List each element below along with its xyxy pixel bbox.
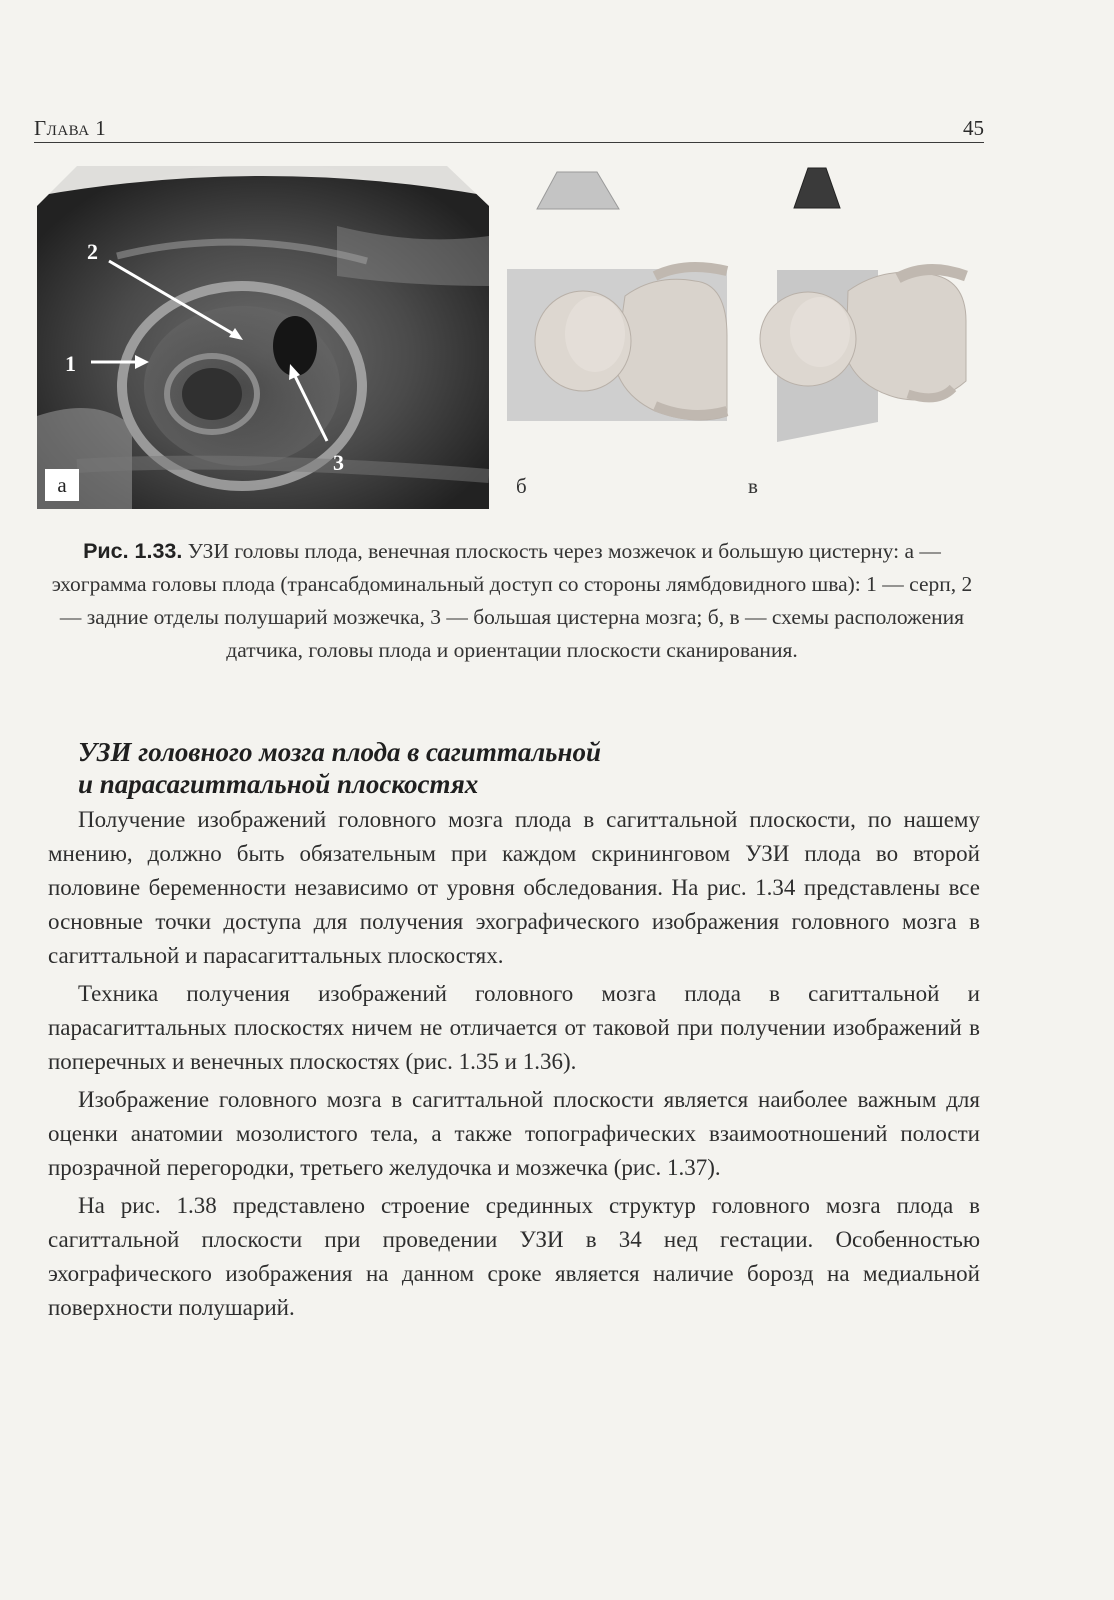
running-header	[34, 112, 984, 143]
probe-b	[537, 172, 619, 209]
schema-b	[505, 166, 733, 506]
figure-ref: Рис. 1.33.	[83, 539, 183, 563]
chapter-title: Глава 1	[34, 116, 107, 140]
paragraph-1: Получение изображений головного мозга плода в сагиттальной плоскости, по нашему мнению, должно быть обязательным при каждом скрининговом УЗИ плода во второй половине беременности независимо от уровня обследования. На рис. 1.34 представлены все основные точки доступа для получения эхографического изображения головного мозга в сагиттальной и парасагиттальных плоскостях.	[48, 807, 980, 968]
marker-3: 3	[333, 450, 344, 475]
panel-b-tag: б	[516, 474, 527, 498]
paragraph-4: На рис. 1.38 представлено строение срединных структур головного мозга плода в сагиттальной плоскости при проведении УЗИ в 34 нед гестации. Особенностью эхографического изображения на данном сроке является наличие борозд на медиальной поверхности полушарий.	[48, 1193, 980, 1320]
schema-b-graphic	[505, 166, 733, 506]
marker-1: 1	[65, 351, 76, 376]
paragraph-3: Изображение головного мозга в сагиттальной плоскости является наиболее важным для оценки анатомии мозолистого тела, а также топографических взаимоотношений полости прозрачной перегородки, третьего желудочка и мозжечка (рис. 1.37).	[48, 1087, 980, 1180]
probe-v	[794, 168, 840, 208]
marker-2: 2	[87, 239, 98, 264]
section-heading-line-2: и парасагиттальной плоскостях	[78, 769, 479, 799]
panel-a-tag: а	[45, 469, 79, 501]
panel-v-tag: в	[748, 474, 758, 498]
section-heading-line-1: УЗИ головного мозга плода в сагиттальной	[78, 737, 602, 767]
ultrasound-graphic	[37, 166, 489, 509]
body-text	[48, 803, 980, 1329]
schema-v	[748, 166, 976, 506]
figure-caption	[40, 535, 984, 667]
page-number: 45	[963, 116, 984, 140]
caption-text: УЗИ головы плода, венечная плоскость через мозжечок и большую цистерну: а — эхограмма головы плода (трансабдоминальный доступ со стороны лямбдовидного шва): 1 — серп, 2 — задние отделы полушарий мозжечка, 3 — большая цистерна мозга; б, в — схемы расположения датчика, головы плода и ориентации плоскости сканирования.	[51, 539, 973, 662]
ultrasound-image	[37, 166, 489, 509]
schema-v-graphic	[748, 166, 976, 506]
section-heading	[78, 736, 978, 800]
paragraph-2: Техника получения изображений головного мозга плода в сагиттальной и парасагиттальных плоскостях ничем не отличается от таковой при получении изображений в поперечных и венечных плоскостях (рис. 1.35 и 1.36).	[48, 981, 980, 1074]
